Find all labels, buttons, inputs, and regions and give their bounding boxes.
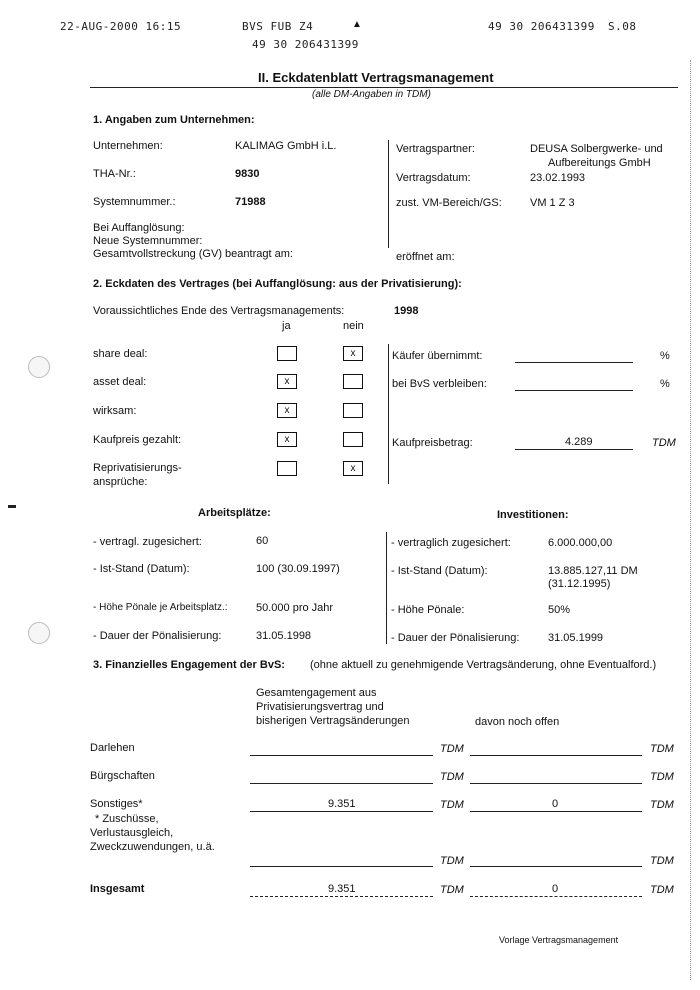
arbeit-dauer-value: 31.05.1998 <box>256 630 312 642</box>
kaeufer-label: Käufer übernimmt: <box>392 350 483 362</box>
bvs-label: bei BvS verbleiben: <box>392 378 487 390</box>
reprivatisierung-label-2: ansprüche: <box>93 476 148 488</box>
eroeffnet-label: eröffnet am: <box>396 251 455 263</box>
arbeit-heading: Arbeitsplätze: <box>198 507 271 519</box>
darlehen-label: Darlehen <box>90 742 135 754</box>
unternehmen-value: KALIMAG GmbH i.L. <box>235 140 337 152</box>
buergschaften-offen-unit: TDM <box>650 771 674 783</box>
kaufpreis-unit: TDM <box>652 437 676 449</box>
datum-value: 23.02.1993 <box>530 172 586 184</box>
invest-ist-value: 13.885.127,11 DM <box>548 565 638 577</box>
arbeit-poenale-value: 50.000 pro Jahr <box>256 602 334 614</box>
gv-label: Gesamtvollstreckung (GV) beantragt am: <box>93 248 293 260</box>
bvs-line <box>515 390 633 391</box>
arbeit-poenale-label: - Höhe Pönale je Arbeitsplatz.: <box>93 602 228 613</box>
partner-value-1: DEUSA Solbergwerke- und <box>530 143 663 155</box>
unternehmen-label: Unternehmen: <box>93 140 163 152</box>
section3-heading: 3. Finanzielles Engagement der BvS: <box>93 659 285 671</box>
wirksam-ja-checkbox[interactable]: x <box>277 403 297 418</box>
insgesamt-gesamt-value: 9.351 <box>328 883 356 895</box>
fax-timestamp: 22-AUG-2000 16:15 <box>60 20 182 33</box>
invest-dauer-label: - Dauer der Pönalisierung: <box>391 632 520 644</box>
asset-deal-nein-checkbox[interactable] <box>343 374 363 389</box>
footnote-verlustausgleich: Verlustausgleich, <box>90 827 174 839</box>
auffang-label: Bei Auffanglösung: <box>93 222 185 234</box>
tha-value: 9830 <box>235 168 260 180</box>
section3-heading-note: (ohne aktuell zu genehmigende Vertragsänderung, ohne Eventualford.) <box>310 659 657 671</box>
darlehen-offen-unit: TDM <box>650 743 674 755</box>
invest-ist-date: (31.12.1995) <box>548 578 611 590</box>
sonstiges-gesamt-value: 9.351 <box>328 798 356 810</box>
insgesamt-label: Insgesamt <box>90 883 145 895</box>
insgesamt-offen-unit: TDM <box>650 884 674 896</box>
invest-zugesichert-value: 6.000.000,00 <box>548 537 613 549</box>
partner-value-2: Aufbereitungs GmbH <box>548 157 651 169</box>
wirksam-label: wirksam: <box>93 405 137 417</box>
kaufpreis-gezahlt-ja-checkbox[interactable]: x <box>277 432 297 447</box>
arbeit-dauer-label: - Dauer der Pönalisierung: <box>93 630 222 642</box>
asset-deal-label: asset deal: <box>93 376 147 388</box>
page-title: II. Eckdatenblatt Vertragsmanagement <box>258 70 494 85</box>
title-rule <box>90 87 678 88</box>
bereich-value: VM 1 Z 3 <box>530 197 575 209</box>
buergschaften-offen-line <box>470 783 642 784</box>
fax-number: 49 30 206431399 <box>488 20 595 33</box>
sonstiges-offen-value: 0 <box>552 798 559 810</box>
partner-label: Vertragspartner: <box>396 143 475 155</box>
share-deal-nein-checkbox[interactable]: x <box>343 346 363 361</box>
col-offen-header: davon noch offen <box>475 716 560 728</box>
sonstiges-label: Sonstiges* <box>90 798 143 810</box>
fax-marker-icon: ▲ <box>352 19 362 30</box>
punch-hole-top <box>28 356 50 378</box>
arbeit-ist-label: - Ist-Stand (Datum): <box>93 563 190 575</box>
extra-offen-unit: TDM <box>650 855 674 867</box>
share-deal-ja-checkbox[interactable] <box>277 346 297 361</box>
col-gesamt-line2: Privatisierungsvertrag und <box>256 701 384 713</box>
arbeit-zugesichert-label: - vertragl. zugesichert: <box>93 536 202 548</box>
footnote-zweckzuwendungen: Zweckzuwendungen, u.ä. <box>90 841 215 853</box>
darlehen-offen-line <box>470 755 642 756</box>
scan-edge <box>690 60 692 980</box>
bvs-unit: % <box>660 378 670 390</box>
fax-number-secondary: 49 30 206431399 <box>252 38 359 51</box>
ende-value: 1998 <box>394 305 419 317</box>
reprivatisierung-label: Reprivatisierungs- <box>93 462 182 474</box>
arbeit-invest-divider <box>386 532 387 644</box>
reprivatisierung-ja-checkbox[interactable] <box>277 461 297 476</box>
fax-sender: BVS FUB Z4 <box>242 20 314 33</box>
darlehen-gesamt-line <box>250 755 433 756</box>
insgesamt-gesamt-unit: TDM <box>440 884 464 896</box>
nein-column-label: nein <box>343 320 364 332</box>
ende-label: Voraussichtliches Ende des Vertragsmanagements: <box>93 305 345 317</box>
buergschaften-gesamt-unit: TDM <box>440 771 464 783</box>
wirksam-nein-checkbox[interactable] <box>343 403 363 418</box>
invest-dauer-value: 31.05.1999 <box>548 632 604 644</box>
punch-hole-bottom <box>28 622 50 644</box>
col-gesamt-line3: bisherigen Vertragsänderungen <box>256 715 410 727</box>
system-value: 71988 <box>235 196 266 208</box>
tha-label: THA-Nr.: <box>93 168 136 180</box>
arbeit-zugesichert-value: 60 <box>256 535 269 547</box>
extra-gesamt-line <box>250 866 433 867</box>
kaufpreis-gezahlt-nein-checkbox[interactable] <box>343 432 363 447</box>
insgesamt-offen-line <box>470 896 642 897</box>
invest-heading: Investitionen: <box>497 509 569 521</box>
extra-offen-line <box>470 866 642 867</box>
invest-poenale-label: - Höhe Pönale: <box>391 604 465 616</box>
buergschaften-label: Bürgschaften <box>90 770 155 782</box>
kaufpreis-value: 4.289 <box>565 436 593 448</box>
footer-label: Vorlage Vertragsmanagement <box>499 935 619 945</box>
sonstiges-offen-line <box>470 811 642 812</box>
bereich-label: zust. VM-Bereich/GS: <box>396 197 502 209</box>
kaufpreis-label: Kaufpreisbetrag: <box>392 437 473 449</box>
sonstiges-gesamt-line <box>250 811 433 812</box>
section2-heading: 2. Eckdaten des Vertrages (bei Auffanglösung: aus der Privatisierung): <box>93 278 462 290</box>
insgesamt-offen-value: 0 <box>552 883 559 895</box>
section2-divider <box>388 344 389 484</box>
page-subtitle: (alle DM-Angaben in TDM) <box>312 89 431 100</box>
buergschaften-gesamt-line <box>250 783 433 784</box>
fax-page: S.08 <box>608 20 637 33</box>
section1-divider <box>388 140 389 248</box>
scan-mark <box>8 505 16 508</box>
kaeufer-line <box>515 362 633 363</box>
darlehen-gesamt-unit: TDM <box>440 743 464 755</box>
arbeit-ist-value: 100 (30.09.1997) <box>256 563 340 575</box>
sonstiges-gesamt-unit: TDM <box>440 799 464 811</box>
kaeufer-unit: % <box>660 350 670 362</box>
invest-ist-label: - Ist-Stand (Datum): <box>391 565 488 577</box>
share-deal-label: share deal: <box>93 348 148 360</box>
col-gesamt-line1: Gesamtengagement aus <box>256 687 377 699</box>
ja-column-label: ja <box>282 320 291 332</box>
invest-zugesichert-label: - vertraglich zugesichert: <box>391 537 511 549</box>
sonstiges-offen-unit: TDM <box>650 799 674 811</box>
footnote-zuschuesse: * Zuschüsse, <box>95 813 159 825</box>
system-label: Systemnummer.: <box>93 196 176 208</box>
reprivatisierung-nein-checkbox[interactable]: x <box>343 461 363 476</box>
neue-system-label: Neue Systemnummer: <box>93 235 203 247</box>
section1-heading: 1. Angaben zum Unternehmen: <box>93 114 255 126</box>
kaufpreis-gezahlt-label: Kaufpreis gezahlt: <box>93 434 182 446</box>
kaufpreis-line <box>515 449 633 450</box>
invest-poenale-value: 50% <box>548 604 571 616</box>
insgesamt-gesamt-line <box>250 896 433 897</box>
extra-gesamt-unit: TDM <box>440 855 464 867</box>
asset-deal-ja-checkbox[interactable]: x <box>277 374 297 389</box>
datum-label: Vertragsdatum: <box>396 172 471 184</box>
